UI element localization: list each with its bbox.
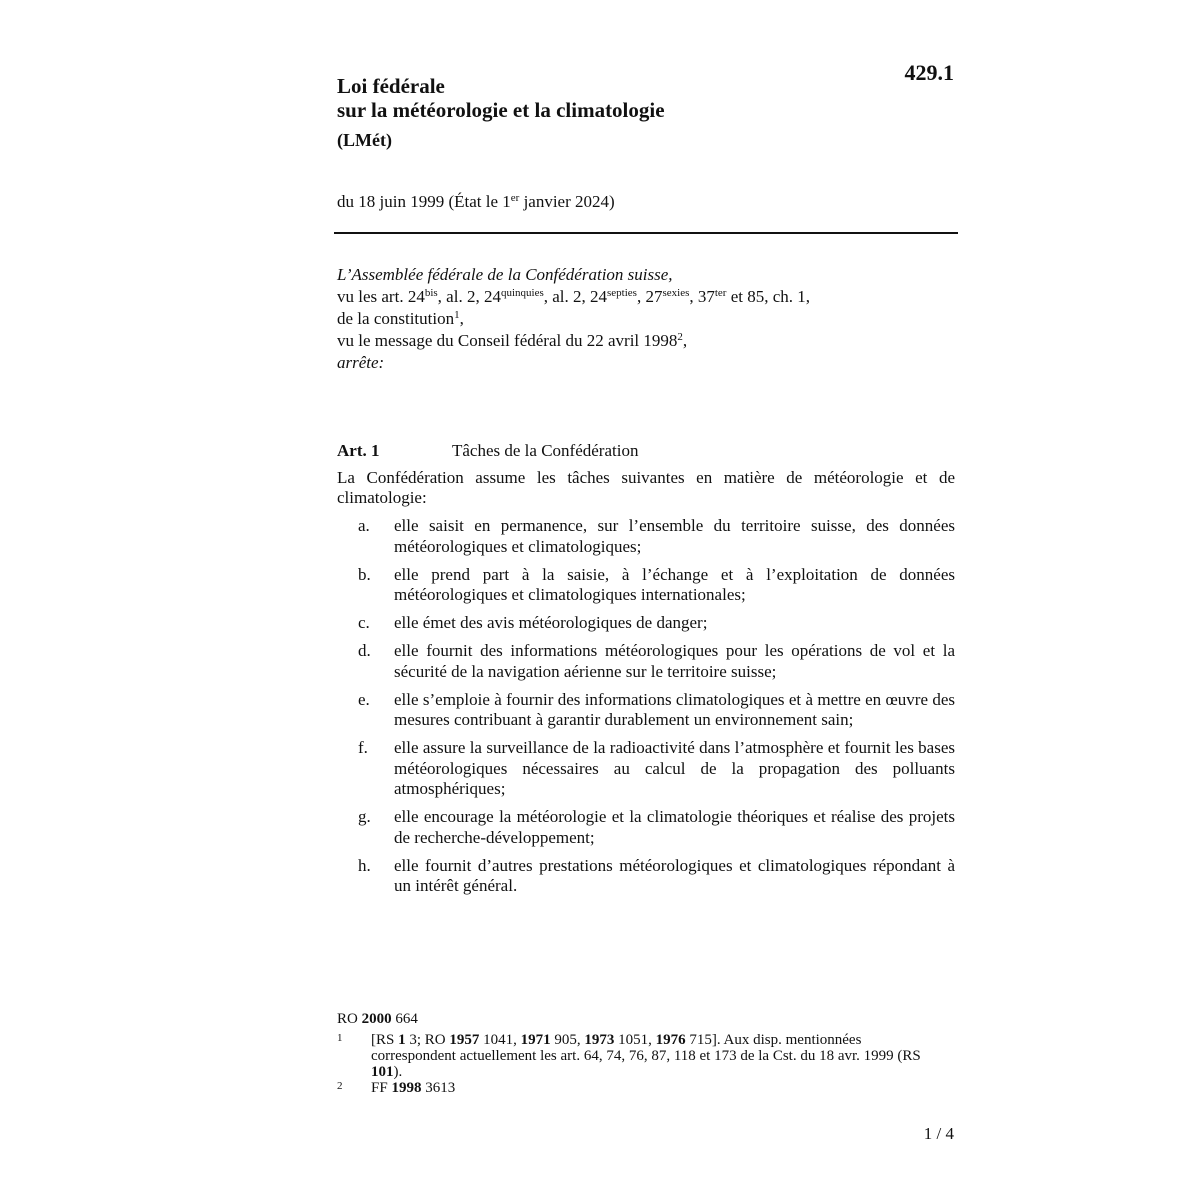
message-text: vu le message du Conseil fédéral du 22 avril 1998 [337,331,678,350]
fn-text: FF [371,1080,392,1096]
list-item [337,516,955,557]
list-item-letter: c. [358,613,370,632]
footnote-text [371,1080,947,1096]
article-title: Tâches de la Confédération [452,441,639,460]
list-item [337,641,955,682]
list-item [337,807,955,848]
footnote-ref-2[interactable]: 2 [677,331,683,343]
official-compilation-reference [337,1011,418,1028]
preamble-constitution [337,308,957,330]
preamble-authority: L’Assemblée fédérale de la Confédération suisse, [337,265,673,284]
fn-bold: 1976 [655,1032,686,1048]
law-abbreviation: (LMét) [337,130,392,150]
law-title [337,74,897,122]
list-item-letter: e. [358,689,370,709]
fn-text: 3613 [421,1080,456,1096]
list-item-letter: g. [358,807,371,826]
fn-bold: 1971 [520,1032,551,1048]
list-item-letter: f. [358,738,368,757]
basis-sup: ter [714,287,727,299]
list-item-letter: h. [358,855,371,875]
article-number: Art. 1 [337,441,380,460]
sr-number: 429.1 [904,60,954,85]
footnote-ref-1[interactable]: 1 [454,309,460,321]
fn-text: 905, [550,1032,585,1048]
list-item-text: elle émet des avis météorologiques de danger; [394,613,708,632]
preamble-message [337,330,957,352]
list-item [337,856,955,897]
basis-text: , al. 2, 24 [543,287,608,306]
footnote-number: 2 [337,1080,343,1092]
list-item-letter: d. [358,641,371,660]
basis-sup: quinquies [500,287,544,299]
page-number: 1 / 4 [923,1124,954,1143]
title-line-2: sur la météorologie et la climatologie [337,98,665,122]
list-item [337,565,955,606]
basis-sup: bis [424,287,438,299]
list-item-text: elle saisit en permanence, sur l’ensemble du territoire suisse, des données météorologiques et climatologiques; [394,516,955,556]
fn-text: ). [393,1064,403,1080]
list-item [337,613,955,634]
preamble [337,264,957,374]
basis-text: et 85, ch. 1, [726,287,811,306]
article-heading [337,441,957,461]
constitution-end: , [459,309,464,328]
list-item-text: elle encourage la météorologie et la climatologie théoriques et réalise des projets de recherche-développement; [394,807,955,847]
header-rule [334,232,958,234]
list-item-text: elle assure la surveillance de la radioactivité dans l’atmosphère et fournit les bases météorologiques nécessaires au calcul de la propagation des polluants atmosphériques; [394,738,955,798]
fn-bold: 101 [371,1064,394,1080]
basis-text: , 37 [689,287,715,306]
fn-text: 3; RO [405,1032,450,1048]
fn-bold: 1973 [584,1032,615,1048]
article-intro: La Confédération assume les tâches suivantes en matière de météorologie et de climatologie: [337,468,955,507]
list-item-text: elle prend part à la saisie, à l’échange et à l’exploitation de données météorologiques et climatologiques internationales; [394,564,955,604]
date-line [337,192,615,212]
footnote-text [371,1032,947,1080]
ro-page: 664 [391,1011,418,1027]
fn-text: 1051, [614,1032,656,1048]
fn-text: 1041, [479,1032,521,1048]
list-item-text: elle fournit d’autres prestations météorologiques et climatologiques répondant à un intérêt général. [394,855,955,895]
constitution-text: de la constitution [337,309,455,328]
date-suffix: janvier 2024) [519,192,615,211]
list-item-letter: a. [358,516,370,535]
basis-text: , al. 2, 24 [437,287,501,306]
basis-sup: sexies [662,287,690,299]
basis-sup: septies [607,287,637,299]
ro-prefix: RO [337,1011,362,1027]
list-item-text: elle fournit des informations météorologiques pour les opérations de vol et la sécurité de la navigation aérienne sur le territoire suisse; [394,641,955,681]
article-task-list [337,516,955,904]
list-item [337,738,955,800]
footnote-number: 1 [337,1032,343,1044]
fn-bold: 1998 [391,1080,422,1096]
fn-text: [RS [371,1032,399,1048]
preamble-decree: arrête: [337,353,385,372]
title-line-1: Loi fédérale [337,74,445,98]
list-item-letter: b. [358,564,371,584]
footnote-1 [337,1032,947,1080]
fn-bold: 1 [398,1032,406,1048]
list-item [337,690,955,731]
basis-text: vu les art. 24 [337,287,425,306]
fn-text: 715]. Aux disp. mentionnées correspondent actuellement les art. 64, 74, 76, 87, 118 et 173 de la Cst. du 18 avr. 1999 (RS [371,1032,921,1064]
ro-year: 2000 [361,1011,392,1027]
list-item-text: elle s’emploie à fournir des informations climatologiques et à mettre en œuvre des mesures contribuant à garantir durablement un environnement sain; [394,689,955,729]
basis-text: , 27 [636,287,663,306]
footnote-2 [337,1080,947,1096]
fn-bold: 1957 [449,1032,480,1048]
date-superscript: er [510,192,520,204]
date-prefix: du 18 juin 1999 (État le 1 [337,192,511,211]
preamble-legal-basis [337,286,957,308]
message-end: , [682,331,688,350]
